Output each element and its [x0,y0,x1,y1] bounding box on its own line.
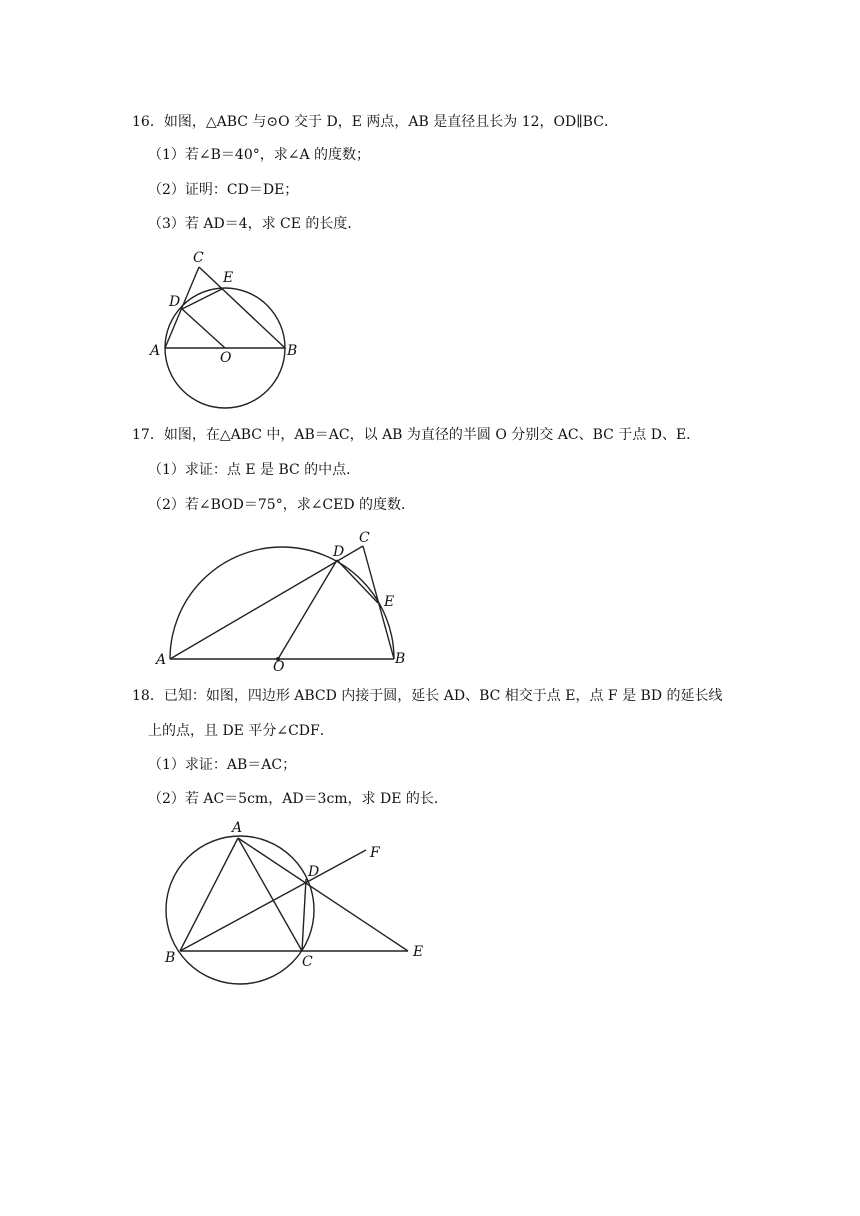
label-d: D [333,544,345,560]
label-d: D [308,864,320,880]
problem-17-part-2: （2）若∠BOD＝75°，求∠CED 的度数． [148,497,416,513]
label-c: C [302,954,313,970]
problem-18-stem-cont: 上的点，且 DE 平分∠CDF． [148,723,334,739]
label-b: B [287,343,298,359]
label-c: C [359,530,370,546]
problem-16-figure [140,240,320,420]
label-b: B [395,651,406,667]
problem-18-part-2: （2）若 AC＝5cm，AD＝3cm，求 DE 的长． [148,791,448,807]
label-a: A [156,652,167,668]
problem-18-part-1: （1）求证：AB＝AC； [148,757,297,773]
problem-16-part-2: （2）证明：CD＝DE； [148,182,299,198]
label-o: O [273,659,285,675]
label-e: E [384,594,395,610]
problem-16-part-1: （1）若∠B＝40°，求∠A 的度数； [148,147,371,163]
label-o: O [220,350,232,366]
problem-17-part-1: （1）求证：点 E 是 BC 的中点． [148,462,361,478]
label-e: E [223,270,234,286]
problem-17-stem: 17．如图，在△ABC 中，AB＝AC，以 AB 为直径的半圆 O 分别交 AC、BC 于点 D、E． [132,427,701,443]
label-b: B [165,950,176,966]
label-a: A [150,343,161,359]
label-c: C [193,250,204,266]
problem-17-figure [150,525,420,675]
problem-16-part-3: （3）若 AD＝4，求 CE 的长度． [148,216,362,232]
problem-16-stem: 16．如图，△ABC 与⊙O 交于 D，E 两点，AB 是直径且长为 12，OD∥BC． [132,114,618,130]
label-a: A [232,820,243,836]
problem-18-figure [155,815,445,995]
label-e: E [413,944,424,960]
label-d: D [169,294,181,310]
label-f: F [370,845,380,861]
problem-18-stem: 18．已知：如图，四边形 ABCD 内接于圆，延长 AD、BC 相交于点 E，点 F 是 BD 的延长线 [132,688,723,704]
